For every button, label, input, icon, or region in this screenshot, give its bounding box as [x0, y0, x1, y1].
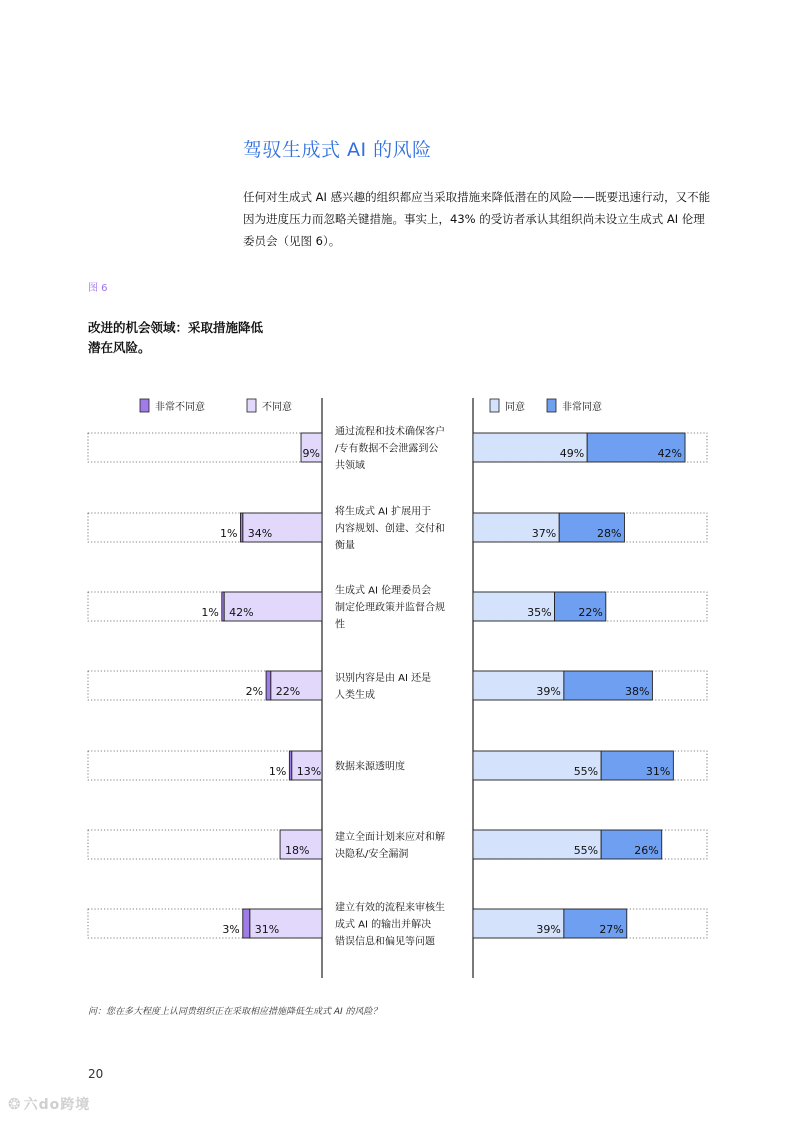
- data-label-disagree: 18%: [285, 844, 310, 857]
- data-label-disagree: 9%: [302, 447, 320, 460]
- legend-swatch-agree: [490, 399, 499, 412]
- data-label-agree: 39%: [536, 685, 561, 698]
- category-label-line: 决隐私/安全漏洞: [335, 849, 409, 860]
- legend-swatch-strongly-disagree: [140, 399, 149, 412]
- data-label-agree: 55%: [573, 844, 599, 857]
- row-frame-left: [88, 751, 322, 780]
- data-label-strongly-agree: 31%: [645, 765, 671, 778]
- data-label-strongly-disagree: 1%: [219, 527, 238, 540]
- legend-label-strongly-agree: 非常同意: [562, 402, 602, 413]
- data-label-strongly-agree: 38%: [624, 685, 650, 698]
- bar-strongly-disagree: [243, 909, 250, 938]
- data-label-strongly-agree: 26%: [634, 844, 659, 857]
- watermark-logo-icon: ❂: [8, 1095, 22, 1113]
- figure-label: 图 6: [88, 283, 108, 294]
- data-label-strongly-agree: 28%: [596, 527, 622, 540]
- data-label-strongly-disagree: 3%: [222, 923, 240, 936]
- category-label: [335, 425, 445, 472]
- category-label-line: 生成式 AI 伦理委员会: [335, 585, 432, 597]
- data-label-strongly-agree: 27%: [599, 923, 624, 936]
- bar-strongly-disagree: [266, 671, 271, 700]
- category-label-line: 共领域: [335, 460, 365, 472]
- watermark-text: 六do跨境: [23, 1097, 91, 1113]
- category-label-line: 衡量: [335, 540, 355, 552]
- category-label-line: /专有数据不会泄露到公: [335, 443, 439, 455]
- category-label-line: 性: [335, 619, 345, 631]
- category-label-line: 建立有效的流程来审核生: [335, 902, 445, 914]
- page-number: 20: [88, 1067, 104, 1081]
- data-label-agree: 49%: [559, 447, 585, 460]
- category-label-line: 将生成式 AI 扩展用于: [335, 506, 432, 518]
- data-label-disagree: 31%: [254, 923, 280, 936]
- data-label-strongly-agree: 42%: [657, 447, 683, 460]
- legend-label-agree: 同意: [505, 402, 525, 413]
- category-label-line: 人类生成: [335, 690, 375, 701]
- data-label-strongly-disagree: 2%: [245, 685, 264, 698]
- category-label: [335, 830, 445, 860]
- bar-strongly-disagree: [240, 513, 242, 542]
- row-frame-left: [88, 433, 322, 462]
- category-label: [335, 901, 445, 948]
- legend-label-disagree: 不同意: [262, 402, 292, 413]
- category-label-line: 内容规划、创建、交付和: [335, 523, 445, 535]
- legend-swatch-disagree: [247, 399, 256, 412]
- category-label: [335, 505, 445, 552]
- data-label-agree: 55%: [573, 765, 599, 778]
- data-label-agree: 35%: [527, 606, 552, 619]
- category-label: [335, 671, 431, 701]
- intro-paragraph: 任何对生成式 AI 感兴趣的组织都应当采取措施来降低潜在的风险——既要迅速行动，又不能因为进度压力而忽略关键措施。事实上，43% 的受访者承认其组织尚未设立生成式 AI 伦理委员会（见图 6）。: [243, 190, 711, 248]
- chart-title: 改进的机会领域：采取措施降低潜在风险。: [88, 320, 264, 355]
- category-label-line: 识别内容是由 AI 还是: [335, 673, 432, 684]
- category-label-line: 通过流程和技术确保客户: [335, 426, 445, 438]
- legend-swatch-strongly-agree: [547, 399, 556, 412]
- category-label-line: 数据来源透明度: [335, 761, 405, 773]
- data-label-disagree: 13%: [296, 765, 322, 778]
- data-label-disagree: 34%: [247, 527, 273, 540]
- data-label-strongly-disagree: 1%: [201, 606, 219, 619]
- page-title: 驾驭生成式 AI 的风险: [243, 139, 432, 161]
- category-label-line: 成式 AI 的输出并解决: [335, 919, 432, 931]
- bar-strongly-disagree: [222, 592, 224, 621]
- data-label-strongly-agree: 22%: [578, 606, 603, 619]
- category-label-line: 制定伦理政策并监督合规: [335, 602, 445, 614]
- legend-label-strongly-disagree: 非常不同意: [155, 402, 205, 413]
- survey-question-note: 问：您在多大程度上认同贵组织正在采取相应措施降低生成式 AI 的风险？: [88, 1007, 382, 1017]
- bar-strongly-disagree: [289, 751, 291, 780]
- category-label: [335, 760, 405, 773]
- category-label-line: 建立全面计划来应对和解: [335, 832, 445, 843]
- data-label-agree: 37%: [531, 527, 557, 540]
- watermark: [8, 1094, 90, 1114]
- category-label-line: 错误信息和偏见等问题: [335, 936, 435, 948]
- data-label-disagree: 22%: [275, 685, 301, 698]
- category-label: [335, 584, 445, 631]
- data-label-disagree: 42%: [229, 606, 254, 619]
- data-label-agree: 39%: [536, 923, 561, 936]
- data-label-strongly-disagree: 1%: [268, 765, 287, 778]
